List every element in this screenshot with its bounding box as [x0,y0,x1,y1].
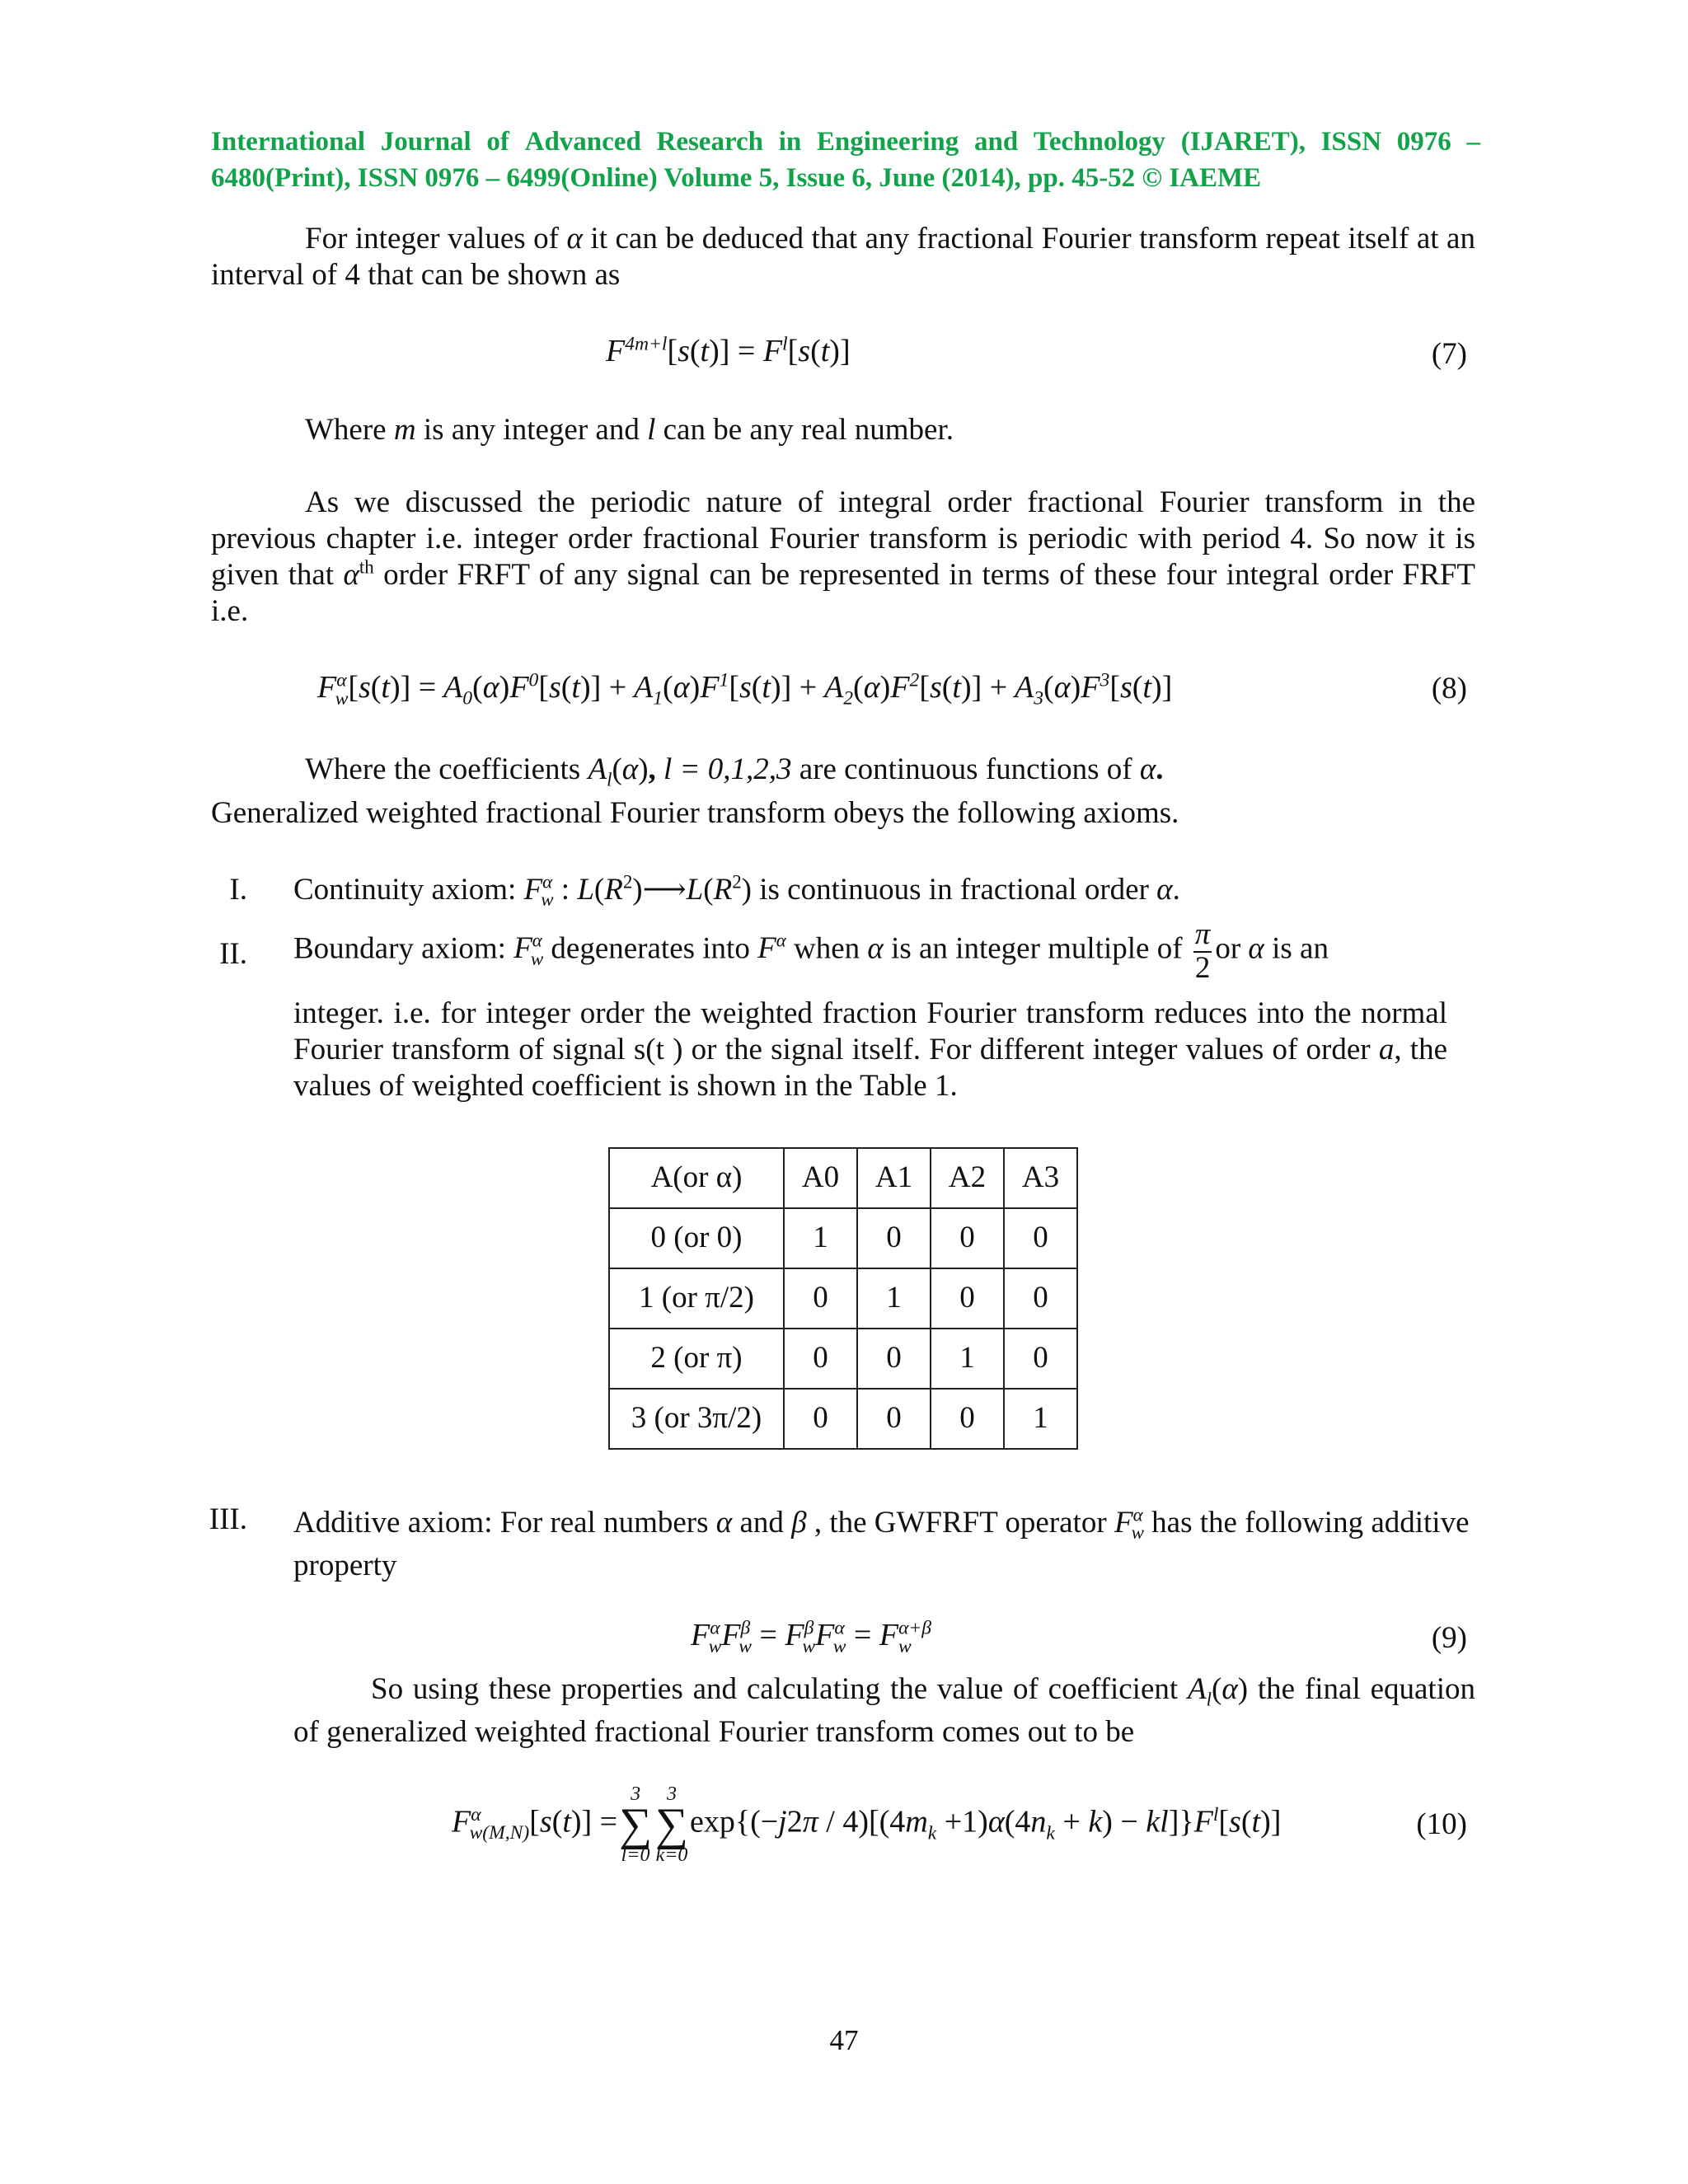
table-cell: 0 [857,1329,931,1389]
text: or [1215,931,1249,966]
header-word: Advanced [524,127,641,157]
text: order FRFT of any signal can be represented in terms of these four integral order FRFT i.e. [211,558,1475,628]
text: has the following additive property [293,1506,1470,1582]
var-l: l [647,413,656,447]
text: Continuity axiom: [293,873,524,907]
text: , [648,752,664,786]
fraction-denominator: 2 [1194,951,1211,985]
text: are continuous functions of [791,752,1140,786]
table-cell: 0 [931,1268,1004,1329]
header-word: Technology [1033,127,1166,157]
table-header-row [609,1148,1077,1208]
text: ) [638,752,649,786]
text: is an [1264,931,1329,966]
paragraph-periodic-nature [211,485,1475,630]
alpha-symbol: α [1156,873,1173,907]
text: and [732,1506,792,1540]
equation-8: $F^\alpha_w[s(t)] = A_0(\alpha)F^0[s(t)] + A_1(\alpha)F^1[s(t)] + A_2(\alpha)F^2[s(t)] + A_3(\alpha)F^3[s(t)]$ [317,669,1173,710]
header-word: Journal [380,127,471,157]
alpha-symbol: α [867,931,884,966]
table-cell: 0 [931,1208,1004,1268]
paragraph-where-m [305,412,1475,448]
table-cell: 1 [1004,1389,1077,1449]
space-R: R [604,873,623,907]
table-header-cell: A3 [1004,1148,1077,1208]
text: when [785,931,868,966]
beta-symbol: β [791,1506,807,1540]
table-cell: 0 [784,1389,857,1449]
header-word: – [1466,127,1480,157]
table-cell: 0 (or 0) [609,1208,784,1268]
table-cell: 0 [931,1389,1004,1449]
table-cell: 0 [1004,1329,1077,1389]
table-cell: 1 (or π/2) [609,1268,784,1329]
superscript-2: 2 [622,871,633,893]
paragraph-axioms-intro: Generalized weighted fractional Fourier transform obeys the following axioms. [211,796,1179,830]
text: is any integer and [415,413,648,447]
journal-header-line1 [211,124,1480,160]
coefficient-A-l: $A_l$ [1188,1672,1212,1710]
summation-l: 3 ∑ l=0 [619,1783,653,1866]
text: ( [1211,1672,1222,1706]
text: , the values of weighted coefficient is shown in the Table 1. [293,1033,1447,1103]
equation-10: $F^\alpha_{w(M,N)}[s(t)]$ = 3 ∑ l=0 3 ∑ k=0 $\exp\{(-j2\pi / 4)[(4m_k +1)\alpha(4n_k + k) - kl]\}F^l[s(t)]$ [452,1783,1282,1866]
text: . [1172,873,1180,907]
table-cell: 3 (or 3π/2) [609,1389,784,1449]
header-word: Engineering [816,127,959,157]
table-cell: 1 [784,1208,857,1268]
operator-F-w-alpha: $F^\alpha_w$ [1114,1504,1144,1544]
equation-7: $F^{4m+l}[s(t)] = F^l[s(t)]$ [606,333,851,368]
summation-k: 3 ∑ k=0 [655,1783,688,1866]
text: ( [703,873,714,907]
header-word: Research [656,127,764,157]
table-row [609,1268,1077,1329]
text: Boundary axiom: [293,931,514,966]
alpha-symbol: α [1221,1672,1238,1706]
journal-header [211,124,1480,196]
alpha-symbol: α [621,752,639,786]
table-cell: 0 [857,1208,931,1268]
roman-numeral: III. [209,1502,247,1536]
text: So using these properties and calculating the value of coefficient [371,1672,1188,1706]
text: For integer values of [305,222,567,255]
table-header-cell: A2 [931,1148,1004,1208]
paragraph-integer-values [211,221,1475,293]
space-R: R [713,873,733,907]
var-a: a [1378,1033,1395,1066]
text: ) [1237,1672,1249,1706]
text: Where [305,413,394,447]
space-L-R2: L [577,873,594,907]
alpha-symbol: α [566,222,583,255]
text: , the GWFRFT operator [806,1506,1114,1540]
operator-F-w-alpha: $F^\alpha_w$ [513,930,544,969]
text: is an integer multiple of [883,931,1190,966]
table-cell: 1 [857,1268,931,1329]
text: Where the coefficients [305,752,588,786]
text: is continuous in fractional order [751,873,1157,907]
header-word: International [211,127,366,157]
header-word: in [778,127,802,157]
journal-header-line2: 6480(Print), ISSN 0976 – 6499(Online) Volume 5, Issue 6, June (2014), pp. 45-52 © IAEME [211,163,1262,193]
operator-F-alpha: $F^\alpha$ [757,930,786,966]
text: degenerates into [543,931,758,966]
superscript-2: 2 [732,871,742,893]
axiom-boundary-line1 [293,918,1475,984]
axiom-boundary-continuation [293,996,1447,1104]
equation-number: (8) [1431,672,1467,705]
header-word: and [973,127,1019,157]
superscript-th: th [359,556,374,578]
roman-numeral: I. [229,873,247,907]
table-row [609,1389,1077,1449]
paragraph-coefficients [305,752,1475,788]
equation-number: (9) [1431,1621,1467,1655]
text: . [1156,752,1164,786]
coefficient-A-l: $A_l$ [588,752,612,790]
alpha-symbol: α [1248,931,1264,966]
text: ) [741,873,752,907]
text: Additive axiom: For real numbers [293,1506,716,1540]
axiom-additive [293,1502,1475,1587]
alpha-symbol: α [343,558,359,592]
table-cell: 0 [1004,1208,1077,1268]
table-header-cell: A(or α) [609,1148,784,1208]
table-row [609,1208,1077,1268]
paragraph-final-equation [293,1668,1475,1754]
alpha-symbol: α [1139,752,1156,786]
equation-9: $F^\alpha_wF^\beta_w = F^\beta_wF^\alpha_w = F^{\alpha+\beta}_w$ [691,1617,932,1657]
table-header-cell: A0 [784,1148,857,1208]
text: ( [612,752,622,786]
text: the final equation of generalized weighted fractional Fourier transform comes out to be [293,1672,1475,1749]
table-row [609,1329,1077,1389]
table-cell: 0 [784,1329,857,1389]
fraction-numerator: π [1194,917,1211,951]
equation-number: (7) [1431,337,1467,371]
table-header-cell: A1 [857,1148,931,1208]
text: it can be deduced that any fractional Fourier transform repeat itself at an interval of 4 that can be shown as [211,222,1475,292]
equation-number: (10) [1416,1807,1467,1841]
text: can be any real number. [655,413,954,447]
text: : [553,873,578,907]
roman-numeral: II. [219,937,247,971]
var-m: m [393,413,416,447]
text: )⟶ [632,873,687,907]
pi-over-2-fraction [1193,918,1212,984]
text: integer. i.e. for integer order the weighted fraction Fourier transform reduces into the normal Fourier transform of signal s(t ) or the signal itself. For different integer values of order [293,996,1447,1066]
text: ( [593,873,605,907]
table-cell: 1 [931,1329,1004,1389]
header-word: (IJARET), [1180,127,1306,157]
text: As we discussed the periodic nature of integral order fractional Fourier transform in the previous chapter i.e. integer order fractional Fourier transform is periodic with period 4. So now it is given that [211,485,1475,592]
header-word: 0976 [1396,127,1451,157]
alpha-symbol: α [715,1506,733,1540]
coefficient-table [608,1147,1078,1450]
table-cell: 0 [857,1389,931,1449]
axiom-continuity [293,871,1475,911]
operator-F-w-alpha: $F^\alpha_w$ [523,871,554,911]
table-cell: 0 [1004,1268,1077,1329]
table-cell: 2 (or π) [609,1329,784,1389]
header-word: ISSN [1320,127,1382,157]
page-number: 47 [829,2024,859,2056]
space-L-R2: L [686,873,704,907]
header-word: of [486,127,509,157]
index-range: l = 0,1,2,3 [663,752,792,786]
table-cell: 0 [784,1268,857,1329]
